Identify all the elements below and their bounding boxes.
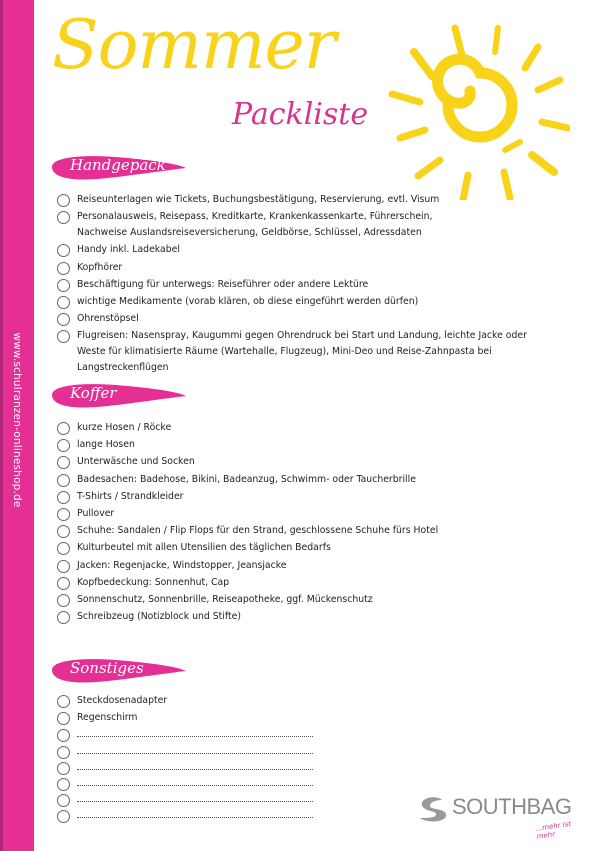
southbag-logo [416, 792, 576, 841]
checkbox-circle[interactable] [57, 746, 70, 759]
list-item[interactable]: Sonnenschutz, Sonnenbrille, Reiseapotheke, ggf. Mückenschutz [57, 592, 577, 608]
checkbox-circle[interactable] [57, 542, 70, 555]
list-item[interactable]: Ohrenstöpsel [57, 311, 577, 327]
section-banner-handgepaeck [48, 152, 188, 182]
sidebar-edge [0, 0, 3, 851]
checkbox-circle[interactable] [57, 712, 70, 725]
list-item[interactable]: Regenschirm [57, 710, 577, 726]
checkbox-circle[interactable] [57, 313, 70, 326]
list-item[interactable]: Jacken: Regenjacke, Windstopper, Jeansjacke [57, 558, 577, 574]
brush-stroke-icon [48, 380, 188, 410]
checkbox-circle[interactable] [57, 439, 70, 452]
checkbox-circle[interactable] [57, 279, 70, 292]
checkbox-circle[interactable] [57, 729, 70, 742]
list-item[interactable]: Flugreisen: Nasenspray, Kaugummi gegen Ohrendruck bei Start und Landung, leichte Jacke oder Weste für klimatisierte Räume (Wartehalle, Flugzeug), Mini-Deo und Reise-Zahnpasta bei Langstreckenflügen [57, 328, 577, 376]
checkbox-circle[interactable] [57, 422, 70, 435]
blank-item[interactable] [57, 744, 577, 759]
list-item[interactable]: Personalausweis, Reisepass, Kreditkarte, Krankenkassenkarte, Führerschein, Nachweise Auslandsreiseversicherung, Geldbörse, Schlüssel, Adressdaten [57, 209, 577, 241]
checkbox-circle[interactable] [57, 491, 70, 504]
checkbox-circle[interactable] [57, 474, 70, 487]
checkbox-circle[interactable] [57, 508, 70, 521]
list-item[interactable]: kurze Hosen / Röcke [57, 420, 577, 436]
checkbox-circle[interactable] [57, 296, 70, 309]
list-item[interactable]: Schreibzeug (Notizblock und Stifte) [57, 609, 577, 625]
checkbox-circle[interactable] [57, 244, 70, 257]
checkbox-circle[interactable] [57, 611, 70, 624]
checkbox-circle[interactable] [57, 594, 70, 607]
blank-line[interactable] [77, 808, 313, 818]
checkbox-circle[interactable] [57, 577, 70, 590]
list-item[interactable]: Handy inkl. Ladekabel [57, 242, 577, 258]
brand-name: SOUTHBAG [452, 794, 572, 819]
list-item[interactable]: Beschäftigung für unterwegs: Reiseführer oder andere Lektüre [57, 277, 577, 293]
checklist-koffer [57, 420, 577, 626]
list-item[interactable]: Kopfbedeckung: Sonnenhut, Cap [57, 575, 577, 591]
checkbox-circle[interactable] [57, 456, 70, 469]
list-item[interactable]: lange Hosen [57, 437, 577, 453]
blank-line[interactable] [77, 792, 313, 802]
blank-line[interactable] [77, 744, 313, 754]
website-url: www.schulranzen-onlineshop.de [11, 332, 23, 508]
list-item[interactable]: wichtige Medikamente (vorab klären, ob diese eingeführt werden dürfen) [57, 294, 577, 310]
list-item[interactable]: Pullover [57, 506, 577, 522]
section-banner-sonstiges [48, 655, 188, 685]
list-item[interactable]: Badesachen: Badehose, Bikini, Badeanzug, Schwimm- oder Taucherbrille [57, 472, 577, 488]
list-item[interactable]: Steckdosenadapter [57, 693, 577, 709]
list-item[interactable]: Kulturbeutel mit allen Utensilien des täglichen Bedarfs [57, 540, 577, 556]
dragon-logo-icon [416, 794, 450, 824]
section-title: Handgepäck [70, 156, 166, 174]
blank-item[interactable] [57, 727, 577, 742]
checkbox-circle[interactable] [57, 810, 70, 823]
page-title: Sommer [52, 6, 336, 85]
checkbox-circle[interactable] [57, 262, 70, 275]
blank-line[interactable] [77, 776, 313, 786]
checkbox-circle[interactable] [57, 211, 70, 224]
sun-icon [370, 10, 570, 200]
blank-item[interactable] [57, 760, 577, 775]
brand-tagline: ...mehr ist mehr [535, 819, 572, 841]
blank-line[interactable] [77, 727, 313, 737]
checkbox-circle[interactable] [57, 778, 70, 791]
list-item[interactable]: Schuhe: Sandalen / Flip Flops für den Strand, geschlossene Schuhe fürs Hotel [57, 523, 577, 539]
checkbox-circle[interactable] [57, 762, 70, 775]
section-title: Sonstiges [70, 659, 144, 677]
checkbox-circle[interactable] [57, 560, 70, 573]
checkbox-circle[interactable] [57, 525, 70, 538]
checkbox-circle[interactable] [57, 330, 70, 343]
list-item[interactable]: T-Shirts / Strandkleider [57, 489, 577, 505]
checkbox-circle[interactable] [57, 194, 70, 207]
list-item[interactable]: Kopfhörer [57, 260, 577, 276]
checkbox-circle[interactable] [57, 695, 70, 708]
section-title: Koffer [70, 384, 117, 402]
list-item[interactable]: Unterwäsche und Socken [57, 454, 577, 470]
page-subtitle: Packliste [232, 97, 369, 132]
blank-item[interactable] [57, 776, 577, 791]
section-banner-koffer [48, 380, 188, 410]
list-item[interactable]: Reiseunterlagen wie Tickets, Buchungsbestätigung, Reservierung, evtl. Visum [57, 192, 577, 208]
checkbox-circle[interactable] [57, 794, 70, 807]
checklist-handgepaeck [57, 192, 577, 378]
blank-line[interactable] [77, 760, 313, 770]
sidebar-stripe [0, 0, 34, 851]
